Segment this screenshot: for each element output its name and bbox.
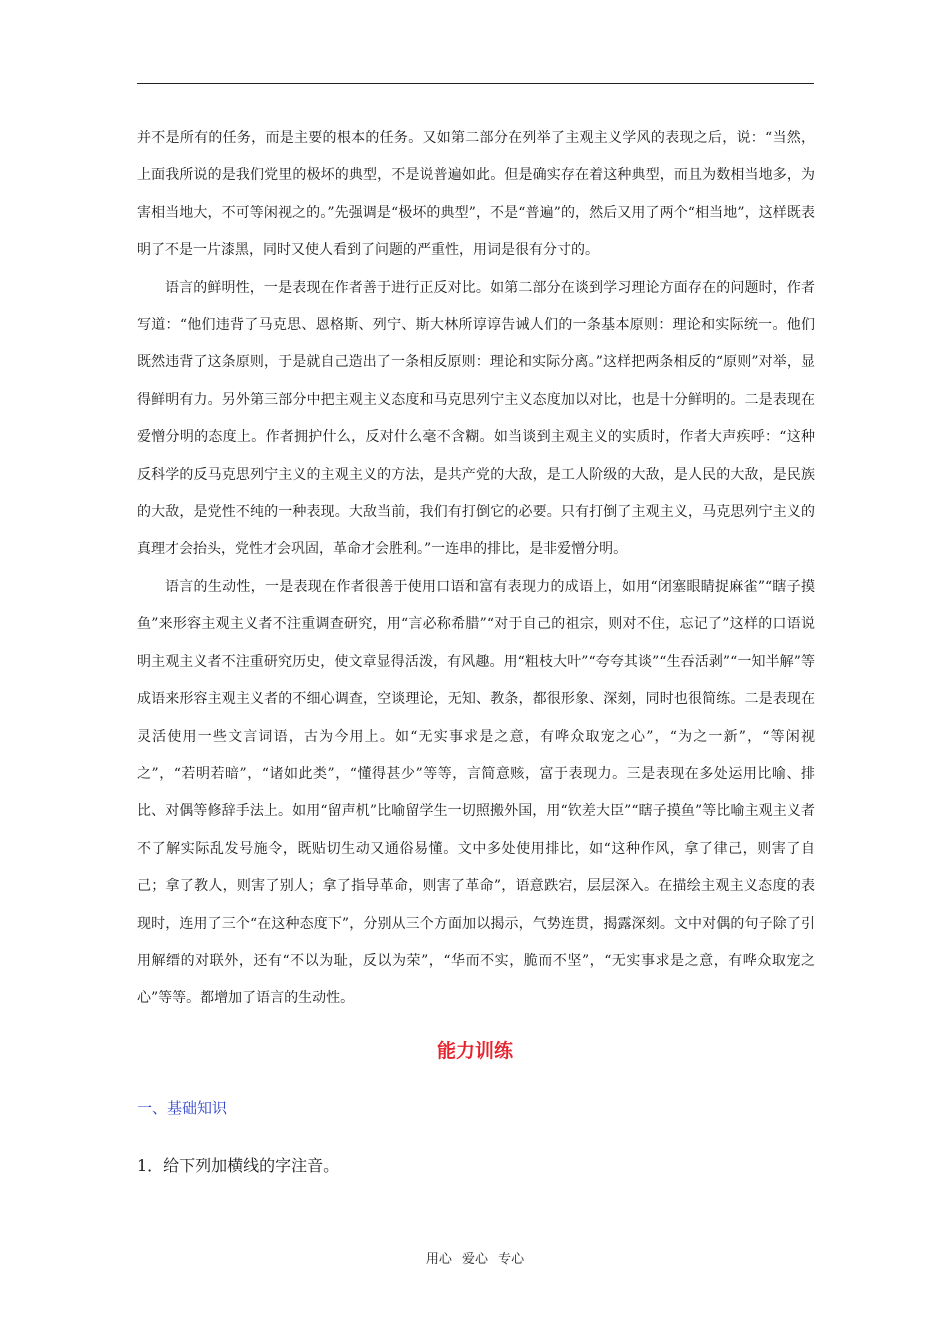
paragraph-clarity: 语言的鲜明性，一是表现在作者善于进行正反对比。如第二部分在谈到学习理论方面存在的问题时，作者写道：“他们违背了马克思、恩格斯、列宁、斯大林所谆谆告诫人们的一条基本原则：理论和实际统一。他们既然违背了这条原则，于是就自己造出了一条相反原则：理论和实际分离。”这样把两条相反的“原则”对举，显得鲜明有力。另外第三部分中把主观主义态度和马克思列宁主义态度加以对比，也是十分鲜明的。二是表现在爱憎分明的态度上。作者拥护什么，反对什么毫不含糊。如当谈到主观主义的实质时，作者大声疾呼：“这种反科学的反马克思列宁主义的主观主义的方法，是共产党的大敌，是工人阶级的大敌，是人民的大敌，是民族的大敌，是党性不纯的一种表现。大敌当前，我们有打倒它的必要。只有打倒了主观主义，马克思列宁主义的真理才会抬头，党性才会巩固，革命才会胜利。”一连串的排比，是非爱憎分明。 (137, 279, 815, 558)
paragraph-continuation: 并不是所有的任务，而是主要的根本的任务。又如第二部分在列举了主观主义学风的表现之后，说：“当然，上面我所说的是我们党里的极坏的典型，不是说普遍如此。但是确实存在着这种典型，而且为数相当地多，为害相当地大，不可等闲视之的。”先强调是“极坏的典型”，不是“普遍”的，然后又用了两个“相当地”，这样既表明了不是一片漆黑，同时又使人看到了问题的严重性，用词是很有分寸的。 (137, 130, 815, 259)
header-rule (137, 83, 814, 84)
section-heading: 能力训练 (436, 1040, 513, 1062)
body-text (137, 120, 815, 1018)
page-footer: 用心 爱心 专心 (425, 1252, 525, 1267)
subsection-heading: 一、基础知识 (137, 1099, 228, 1117)
question-1: 1．给下列加横线的字注音。 (137, 1156, 340, 1175)
paragraph-vividness: 语言的生动性，一是表现在作者很善于使用口语和富有表现力的成语上，如用“闭塞眼睛捉麻雀”“瞎子摸鱼”来形容主观主义者不注重调查研究，用“言必称希腊”“对于自己的祖宗，则对不住，忘记了”这样的口语说明主观主义者不注重研究历史，使文章显得活泼，有风趣。用“粗枝大叶”“夸夸其谈”“生吞活剥”“一知半解”等成语来形容主观主义者的不细心调查，空谈理论，无知、教条，都很形象、深刻，同时也很简练。二是表现在灵活使用一些文言词语，古为今用上。如“无实事求是之意，有哗众取宠之心”，“为之一新”，“等闲视之”，“若明若暗”，“诸如此类”，“懂得甚少”等等，言简意赅，富于表现力。三是表现在多处运用比喻、排比、对偶等修辞手法上。如用“留声机”比喻留学生一切照搬外国，用“钦差大臣”“瞎子摸鱼”等比喻主观主义者不了解实际乱发号施令，既贴切生动又通俗易懂。文中多处使用排比，如“这种作风，拿了律己，则害了自己；拿了教人，则害了别人；拿了指导革命，则害了革命”，语意跌宕，层层深入。在描绘主观主义态度的表现时，连用了三个“在这种态度下”，分别从三个方面加以揭示，气势连贯，揭露深刻。文中对偶的句子除了引用解缙的对联外，还有“不以为耻，反以为荣”，“华而不实，脆而不坚”，“无实事求是之意，有哗众取宠之心”等等。都增加了语言的生动性。 (137, 578, 815, 1007)
